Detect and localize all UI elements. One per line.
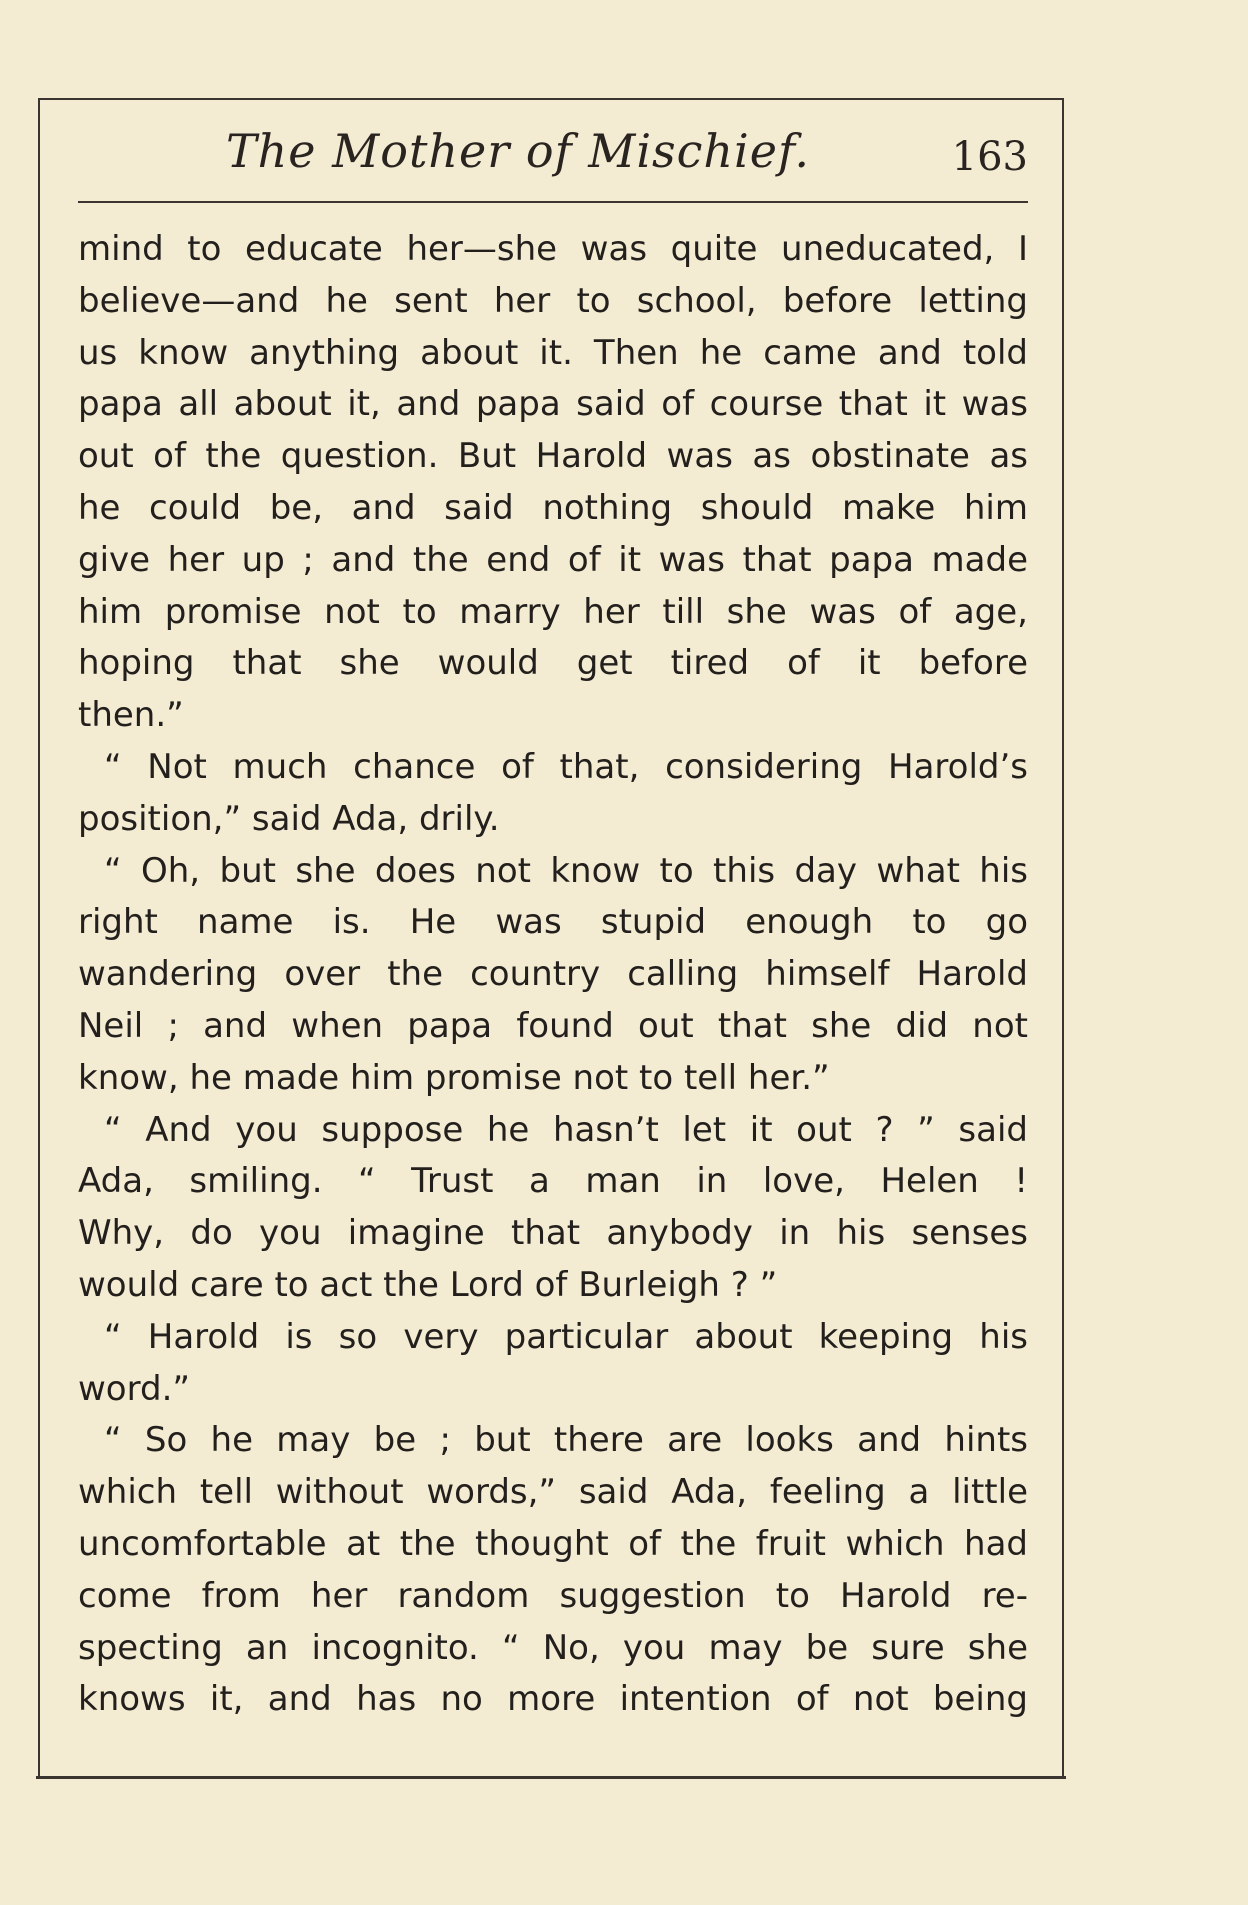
text-line: word.” — [78, 1368, 190, 1409]
text-line: hoping that she would get tired of it before — [78, 643, 1028, 684]
text-line: “ Harold is so very particular about keeping his — [104, 1316, 1028, 1357]
page-number: 163 — [951, 134, 1028, 180]
text-line: mind to educate her—she was quite uneducated, I — [78, 229, 1028, 269]
bottom-rule — [36, 1776, 1066, 1779]
text-line: right name is. He was stupid enough to go — [78, 902, 1028, 943]
text-line: Ada, smiling. “ Trust a man in love, Helen ! — [78, 1161, 1028, 1202]
text-line: papa all about it, and papa said of course that it was — [78, 384, 1028, 425]
text-line: know, he made him promise not to tell her.” — [78, 1057, 830, 1098]
text-line: come from her random suggestion to Harold re- — [78, 1575, 1028, 1616]
header-rule — [78, 201, 1028, 203]
text-line: give her up ; and the end of it was that papa made — [78, 539, 1028, 580]
text-line: “ So he may be ; but there are looks and hints — [104, 1420, 1028, 1461]
text-line: Why, do you imagine that anybody in his senses — [78, 1213, 1028, 1254]
text-line: us know anything about it. Then he came and told — [78, 332, 1028, 373]
text-line: position,” said Ada, drily. — [78, 798, 500, 839]
text-line: would care to act the Lord of Burleigh ? ” — [78, 1264, 778, 1305]
text-line: “ Not much chance of that, considering Harold’s — [104, 746, 1028, 787]
text-line: he could be, and said nothing should make him — [78, 487, 1028, 528]
text-line: him promise not to marry her till she was of age, — [78, 591, 1028, 632]
text-line: then.” — [78, 695, 184, 736]
text-line: believe—and he sent her to school, before letting — [78, 280, 1028, 321]
running-title: The Mother of Mischief. — [226, 124, 810, 178]
text-line: which tell without words,” said Ada, feeling a little — [78, 1472, 1028, 1513]
text-line: Neil ; and when papa found out that she did not — [78, 1005, 1028, 1046]
text-line: wandering over the country calling himself Harold — [78, 954, 1028, 995]
text-line: uncomfortable at the thought of the fruit which had — [78, 1523, 1028, 1564]
text-line: “ And you suppose he hasn’t let it out ? ” said — [104, 1109, 1028, 1150]
body-text — [78, 224, 1028, 1726]
text-line: knows it, and has no more intention of not being — [78, 1679, 1028, 1720]
text-line: out of the question. But Harold was as obstinate as — [78, 436, 1028, 477]
text-line: “ Oh, but she does not know to this day what his — [104, 850, 1028, 891]
running-head — [78, 112, 1028, 182]
text-line: specting an incognito. “ No, you may be sure she — [78, 1627, 1028, 1668]
